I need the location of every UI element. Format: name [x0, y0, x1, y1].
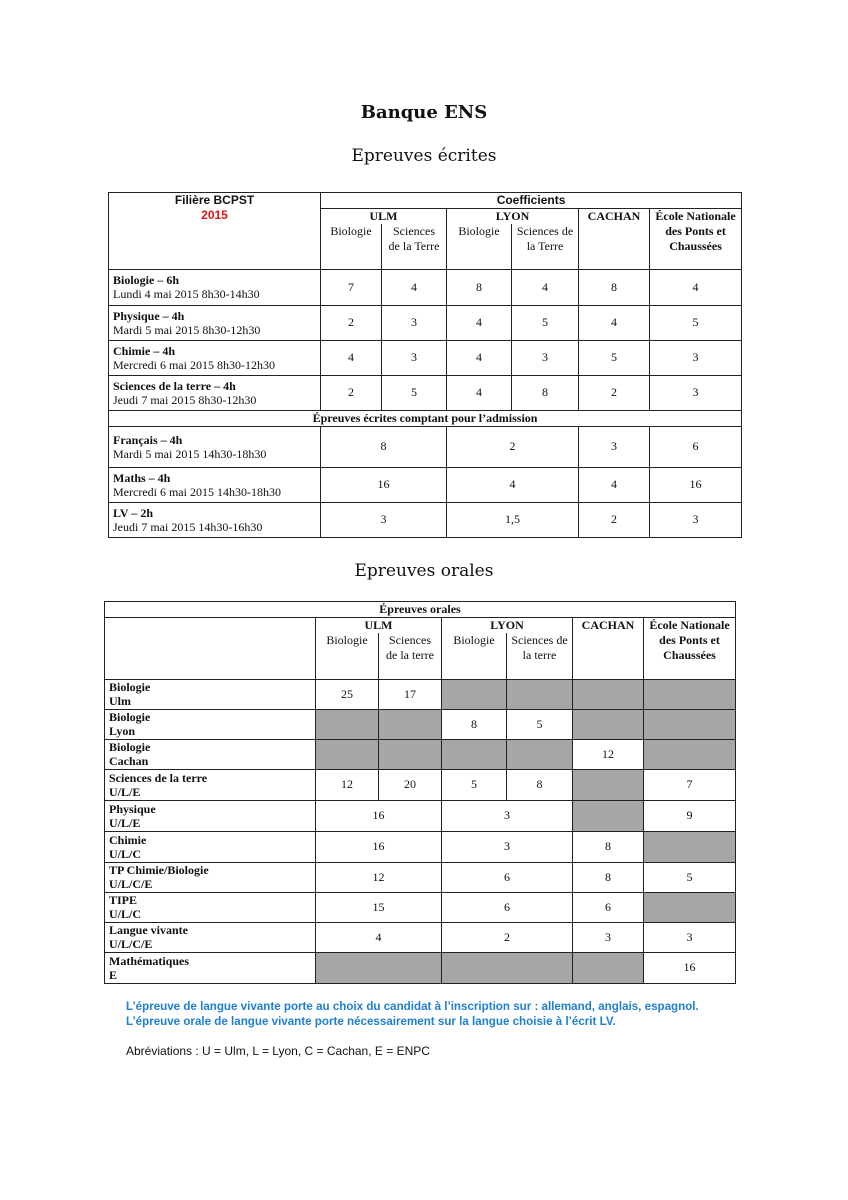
exam-name: Biologie — [109, 710, 151, 724]
row-label — [105, 800, 316, 831]
admission-header: Épreuves écrites comptant pour l’admission — [109, 410, 742, 426]
exam-name: Physique — [109, 801, 156, 816]
table-cell: 3 — [650, 375, 742, 410]
blocked-cell — [573, 709, 644, 739]
table-row — [105, 952, 736, 983]
blocked-cell — [644, 679, 736, 709]
blocked-cell — [316, 739, 379, 769]
table-cell: 4 — [447, 340, 512, 375]
table-cell: 2 — [579, 375, 650, 410]
exam-name: Chimie — [109, 832, 147, 847]
sub-ulm-sciences: Sciences de la terre — [379, 633, 442, 679]
table-cell: 3 — [382, 305, 447, 340]
exam-code: Cachan — [109, 754, 149, 768]
table-cell: 3 — [573, 922, 644, 952]
exam-name: Maths – 4h — [113, 470, 171, 485]
school-enpc: École Nationale des Ponts et Chaussées — [644, 618, 736, 680]
exam-code: U/L/E — [109, 815, 141, 830]
blocked-cell — [573, 679, 644, 709]
row-label — [109, 375, 321, 410]
exam-date: Mardi 5 mai 2015 8h30-12h30 — [113, 322, 261, 337]
table-cell: 25 — [316, 679, 379, 709]
table-cell: 16 — [316, 831, 442, 862]
abbreviations-note: Abréviations : U = Ulm, L = Lyon, C = Cachan, E = ENPC — [126, 1044, 430, 1058]
exam-date: Mardi 5 mai 2015 14h30-18h30 — [113, 446, 267, 461]
table-cell: 12 — [316, 862, 442, 892]
table-cell: 6 — [442, 862, 573, 892]
table-cell: 16 — [650, 467, 742, 502]
table-cell: 3 — [442, 800, 573, 831]
table-cell: 8 — [321, 426, 447, 467]
row-label — [105, 952, 316, 983]
table-cell: 5 — [382, 375, 447, 410]
exam-name: Physique – 4h — [113, 308, 185, 323]
exam-date: Jeudi 7 mai 2015 8h30-12h30 — [113, 392, 257, 407]
row-label — [109, 502, 321, 537]
blocked-cell — [442, 952, 573, 983]
table-row — [109, 467, 742, 502]
exam-code: U/L/C — [109, 907, 142, 921]
table-cell: 8 — [579, 269, 650, 305]
table-cell: 9 — [644, 800, 736, 831]
sub-ulm-biologie: Biologie — [316, 633, 379, 679]
note-language-choice: L’épreuve de langue vivante porte au choix du candidat à l’inscription sur : allemand, anglais, espagnol. — [126, 1000, 699, 1013]
exam-date: Jeudi 7 mai 2015 14h30-16h30 — [113, 519, 263, 534]
table-cell: 1,5 — [447, 502, 579, 537]
table-cell: 5 — [644, 862, 736, 892]
blocked-cell — [573, 952, 644, 983]
exam-name: Langue vivante — [109, 923, 189, 937]
row-label — [109, 269, 321, 305]
table-row — [105, 679, 736, 709]
school-lyon: LYON — [442, 618, 573, 634]
table-cell: 17 — [379, 679, 442, 709]
note-oral-language: L’épreuve orale de langue vivante porte nécessairement sur la langue choisie à l’écrit LV. — [126, 1015, 616, 1028]
exam-code: Lyon — [109, 724, 136, 738]
row-label — [105, 769, 316, 800]
written-heading: Epreuves écrites — [351, 146, 497, 166]
oral-heading: Epreuves orales — [354, 561, 494, 581]
school-cachan: CACHAN — [579, 209, 650, 270]
table-row — [105, 709, 736, 739]
row-label — [109, 340, 321, 375]
table-cell: 8 — [507, 769, 573, 800]
blocked-cell — [507, 679, 573, 709]
coefficients-header: Coefficients — [321, 193, 742, 209]
table-cell: 4 — [382, 269, 447, 305]
sub-lyon-sciences: Sciences de la terre — [507, 633, 573, 679]
table-cell: 4 — [579, 467, 650, 502]
blocked-cell — [442, 739, 507, 769]
table-cell: 5 — [512, 305, 579, 340]
exam-code: U/L/E — [109, 784, 141, 799]
table-cell: 8 — [573, 831, 644, 862]
blocked-cell — [644, 831, 736, 862]
table-cell: 2 — [579, 502, 650, 537]
blocked-cell — [644, 892, 736, 922]
table-row — [105, 892, 736, 922]
table-cell: 4 — [447, 305, 512, 340]
row-label — [109, 426, 321, 467]
row-label — [105, 892, 316, 922]
filiere-cell — [109, 193, 321, 270]
table-cell: 5 — [507, 709, 573, 739]
table-row — [109, 269, 742, 305]
table-cell: 12 — [573, 739, 644, 769]
table-cell: 8 — [573, 862, 644, 892]
table-cell: 7 — [644, 769, 736, 800]
exam-name: Biologie — [109, 740, 151, 754]
blocked-cell — [316, 952, 442, 983]
table-cell: 8 — [512, 375, 579, 410]
table-cell: 15 — [316, 892, 442, 922]
blocked-cell — [442, 679, 507, 709]
table-cell: 3 — [579, 426, 650, 467]
table-cell: 6 — [650, 426, 742, 467]
exam-code: E — [109, 967, 118, 982]
table-cell: 3 — [650, 340, 742, 375]
table-cell: 4 — [579, 305, 650, 340]
exam-code: U/L/C/E — [109, 937, 153, 951]
table-cell: 5 — [442, 769, 507, 800]
table-cell: 3 — [442, 831, 573, 862]
blocked-cell — [573, 800, 644, 831]
blocked-cell — [379, 709, 442, 739]
table-cell: 4 — [316, 922, 442, 952]
row-label — [109, 305, 321, 340]
table-cell: 20 — [379, 769, 442, 800]
page-title: Banque ENS — [360, 102, 488, 123]
table-cell: 4 — [447, 467, 579, 502]
exam-code: Ulm — [109, 694, 131, 708]
school-enpc: École Nationale des Ponts et Chaussées — [650, 209, 742, 270]
blocked-cell — [379, 739, 442, 769]
exam-name: Mathématiques — [109, 953, 189, 968]
exam-date: Mercredi 6 mai 2015 8h30-12h30 — [113, 357, 275, 372]
year-label: 2015 — [201, 208, 228, 222]
exam-name: LV – 2h — [113, 505, 154, 520]
exam-name: Chimie – 4h — [113, 343, 176, 358]
sub-ulm-sciences: Sciences de la Terre — [382, 224, 447, 269]
table-cell: 3 — [321, 502, 447, 537]
blocked-cell — [644, 709, 736, 739]
table-cell: 2 — [321, 375, 382, 410]
row-label — [105, 862, 316, 892]
table-cell: 5 — [579, 340, 650, 375]
table-cell: 5 — [650, 305, 742, 340]
table-cell: 4 — [447, 375, 512, 410]
table-row — [109, 502, 742, 537]
table-cell: 12 — [316, 769, 379, 800]
row-label — [105, 831, 316, 862]
blocked-cell — [316, 709, 379, 739]
school-ulm: ULM — [321, 209, 447, 225]
table-cell: 4 — [512, 269, 579, 305]
table-row — [105, 769, 736, 800]
oral-exams-table — [104, 601, 736, 984]
table-cell: 7 — [321, 269, 382, 305]
school-ulm: ULM — [316, 618, 442, 634]
empty-corner-cell — [105, 618, 316, 680]
row-label — [105, 679, 316, 709]
table-cell: 6 — [442, 892, 573, 922]
table-cell: 4 — [650, 269, 742, 305]
table-cell: 16 — [316, 800, 442, 831]
table-cell: 3 — [512, 340, 579, 375]
table-row — [105, 862, 736, 892]
table-cell: 16 — [644, 952, 736, 983]
sub-lyon-biologie: Biologie — [447, 224, 512, 269]
table-row — [109, 375, 742, 410]
table-cell: 2 — [442, 922, 573, 952]
filiere-label: Filière BCPST — [174, 193, 255, 207]
written-exams-table — [108, 192, 742, 538]
table-row — [109, 305, 742, 340]
sub-ulm-biologie: Biologie — [321, 224, 382, 269]
row-label — [105, 922, 316, 952]
table-row — [105, 800, 736, 831]
blocked-cell — [507, 739, 573, 769]
exam-date: Lundi 4 mai 2015 8h30-14h30 — [113, 287, 260, 301]
exam-name: TIPE — [109, 893, 138, 907]
table-cell: 6 — [573, 892, 644, 922]
exam-name: Français – 4h — [113, 432, 183, 447]
sub-lyon-biologie: Biologie — [442, 633, 507, 679]
table-cell: 3 — [650, 502, 742, 537]
table-cell: 16 — [321, 467, 447, 502]
table-cell: 2 — [447, 426, 579, 467]
table-cell: 3 — [644, 922, 736, 952]
blocked-cell — [644, 739, 736, 769]
blocked-cell — [573, 769, 644, 800]
table-row — [105, 739, 736, 769]
exam-name: Sciences de la terre – 4h — [113, 378, 236, 393]
exam-name: Biologie — [109, 680, 151, 694]
exam-name: Biologie – 6h — [113, 273, 180, 287]
row-label — [105, 709, 316, 739]
table-cell: 8 — [447, 269, 512, 305]
table-cell: 4 — [321, 340, 382, 375]
table-row — [109, 426, 742, 467]
table-cell: 2 — [321, 305, 382, 340]
row-label — [105, 739, 316, 769]
school-lyon: LYON — [447, 209, 579, 225]
oral-header: Épreuves orales — [105, 602, 736, 618]
exam-name: TP Chimie/Biologie — [109, 863, 209, 877]
table-row — [109, 340, 742, 375]
sub-lyon-sciences: Sciences de la Terre — [512, 224, 579, 269]
exam-code: U/L/C/E — [109, 877, 153, 891]
row-label — [109, 467, 321, 502]
table-row — [105, 831, 736, 862]
exam-date: Mercredi 6 mai 2015 14h30-18h30 — [113, 484, 281, 499]
table-cell: 3 — [382, 340, 447, 375]
school-cachan: CACHAN — [573, 618, 644, 680]
exam-code: U/L/C — [109, 846, 142, 861]
table-cell: 8 — [442, 709, 507, 739]
table-row — [105, 922, 736, 952]
exam-name: Sciences de la terre — [109, 770, 208, 785]
